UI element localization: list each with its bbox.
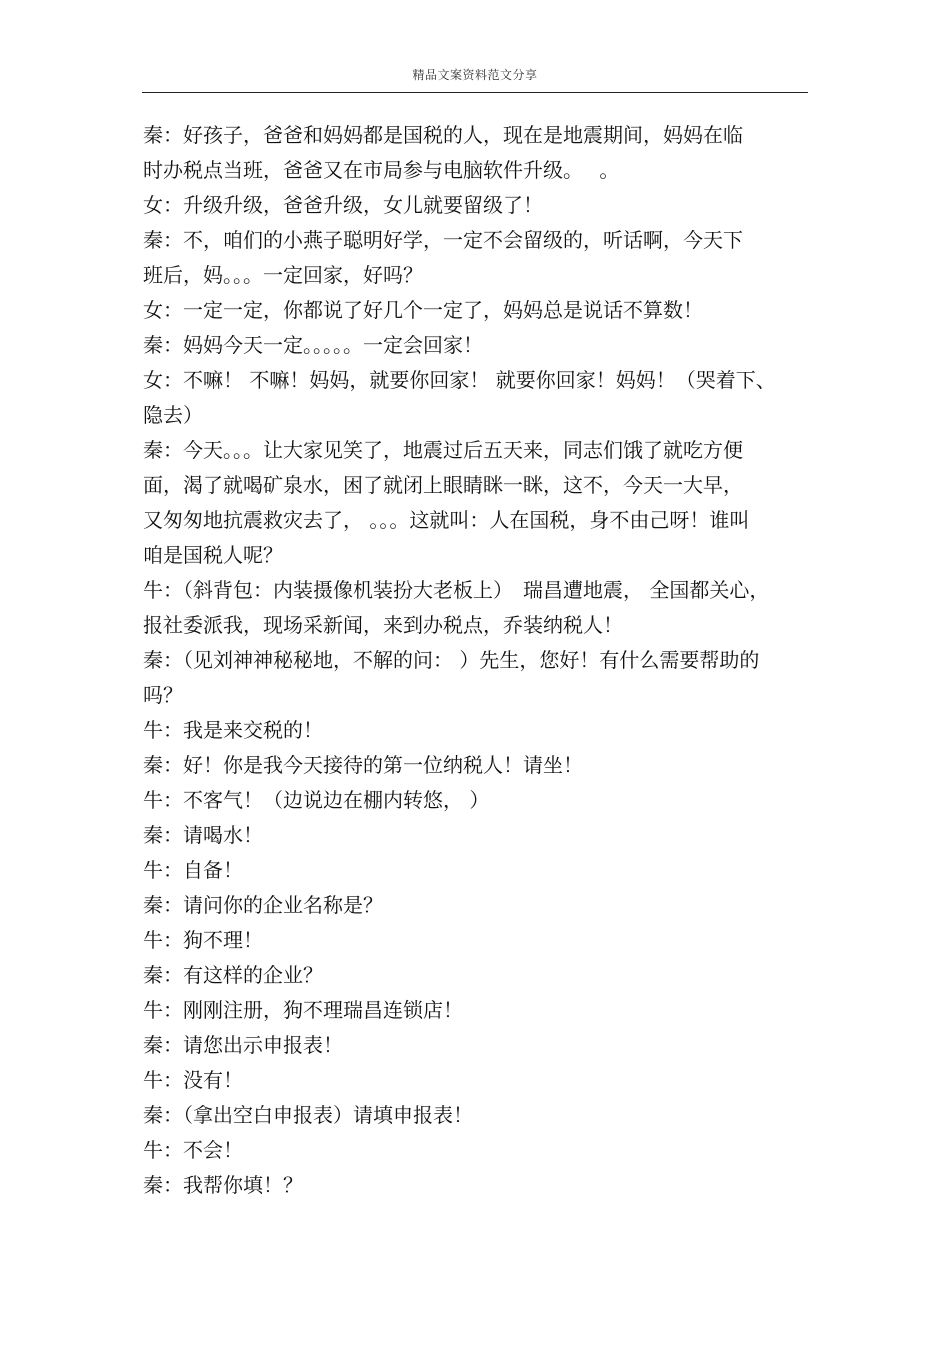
header-title: 精品文案资料范文分享: [412, 68, 538, 82]
dialogue-line: 秦：请喝水！: [143, 823, 263, 847]
dialogue-line: 女：升级升级，爸爸升级，女儿就要留级了！: [143, 193, 543, 217]
dialogue-line: 秦：请您出示申报表！: [143, 1033, 343, 1057]
dialogue-line: 秦：好孩子，爸爸和妈妈都是国税的人，现在是地震期间，妈妈在临: [143, 123, 743, 147]
dialogue-line: 秦：有这样的企业？: [143, 963, 323, 987]
dialogue-line: 隐去）: [143, 403, 203, 427]
dialogue-line: 秦：妈妈今天一定。。。。。一定会回家！: [143, 333, 483, 357]
dialogue-line: 班后，妈。。。一定回家，好吗？: [143, 263, 423, 287]
dialogue-line: 秦：不，咱们的小燕子聪明好学，一定不会留级的，听话啊，今天下: [143, 228, 743, 252]
dialogue-line: 牛：没有！: [143, 1068, 243, 1092]
dialogue-line: 秦：（见刘神神秘秘地，不解的问： ）先生，您好！有什么需要帮助的: [143, 648, 760, 672]
dialogue-line: 牛：自备！: [143, 858, 243, 882]
dialogue-line: 秦：好！你是我今天接待的第一位纳税人！请坐！: [143, 753, 583, 777]
dialogue-line: 牛：不客气！（边说边在棚内转悠， ）: [143, 788, 490, 812]
dialogue-line: 牛：不会！: [143, 1138, 243, 1162]
dialogue-line: 牛：（斜背包：内装摄像机装扮大老板上） 瑞昌遭地震， 全国都关心，: [143, 578, 770, 602]
dialogue-line: 又匆匆地抗震救灾去了， 。。。这就叫：人在国税，身不由己呀！谁叫: [143, 508, 750, 532]
dialogue-line: 吗？: [143, 683, 183, 707]
dialogue-line: 秦：我帮你填！？: [143, 1173, 303, 1197]
dialogue-line: 秦：今天。。。让大家见笑了，地震过后五天来，同志们饿了就吃方便: [143, 438, 743, 462]
dialogue-line: 牛：狗不理！: [143, 928, 263, 952]
dialogue-line: 牛：刚刚注册，狗不理瑞昌连锁店！: [143, 998, 463, 1022]
page-header: [142, 66, 808, 93]
dialogue-line: 咱是国税人呢？: [143, 543, 283, 567]
dialogue-line: 报社委派我，现场采新闻，来到办税点，乔装纳税人！: [143, 613, 623, 637]
dialogue-line: 时办税点当班，爸爸又在市局参与电脑软件升级。 。: [143, 158, 620, 182]
dialogue-line: 女：一定一定，你都说了好几个一定了，妈妈总是说话不算数！: [143, 298, 703, 322]
dialogue-line: 面，渴了就喝矿泉水，困了就闭上眼睛眯一眯，这不，今天一大早，: [143, 473, 743, 497]
script-body: [143, 118, 809, 1203]
dialogue-line: 秦：请问你的企业名称是？: [143, 893, 383, 917]
dialogue-line: 女：不嘛！ 不嘛！妈妈，就要你回家！ 就要你回家！妈妈！（哭着下、: [143, 368, 776, 392]
dialogue-line: 秦：（拿出空白申报表）请填申报表！: [143, 1103, 473, 1127]
dialogue-line: 牛：我是来交税的！: [143, 718, 323, 742]
